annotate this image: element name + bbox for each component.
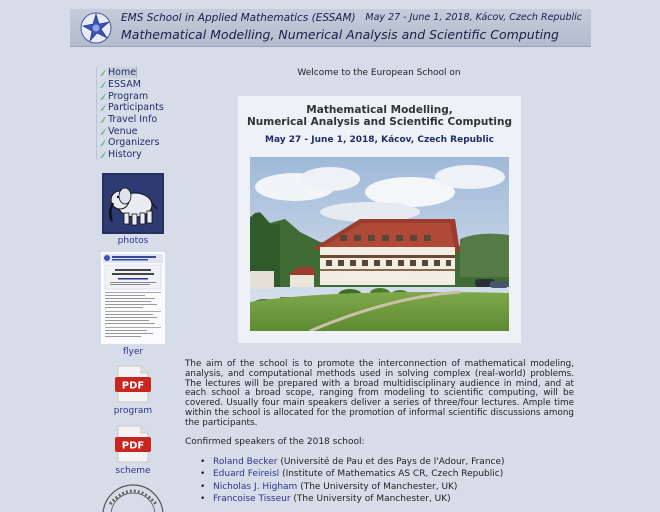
speaker-link[interactable]: Francoise Tisseur (213, 493, 291, 504)
card-title-line2: Numerical Analysis and Scientific Computing (246, 116, 512, 128)
flyer-thumbnail[interactable] (100, 251, 166, 345)
pdf-file-icon[interactable] (113, 424, 153, 464)
speakers-heading: Confirmed speakers of the 2018 school: (185, 437, 365, 447)
pdf-badge-text: PDF (121, 440, 145, 452)
sidebar-item-label: Travel Info (108, 114, 158, 126)
speaker-affiliation: (The University of Manchester, UK) (293, 493, 451, 504)
card-title (238, 104, 521, 128)
sidebar-item-essam[interactable] (96, 79, 164, 91)
arrow-bullet-icon (96, 79, 108, 90)
program-pdf-link[interactable] (98, 364, 168, 416)
school-description: The aim of the school is to promote the interconnection of mathematical modeling, analysis, and computational methods used in solving complex (real-world) problems. The lectures will be prepared with a broad multidisciplinary audience in mind, and at each school a broad scope, ranging from modeling to scientific computing, will be covered. Usually four main speakers deliver a series of three/four lectures. Ample time within the school is allocated for the promotion of informal scientific discussions among the participants. (185, 359, 574, 428)
arrow-bullet-icon (96, 102, 108, 113)
scheme-pdf-link[interactable] (98, 424, 168, 476)
welcome-text: Welcome to the European School on (297, 68, 461, 78)
program-caption[interactable]: program (113, 406, 153, 416)
title-card (238, 96, 521, 343)
arrow-bullet-icon (96, 149, 108, 160)
society-seal-icon (100, 482, 166, 512)
speaker-link[interactable]: Roland Becker (213, 457, 278, 467)
scheme-caption[interactable]: scheme (115, 466, 151, 476)
sidebar-nav (96, 67, 164, 161)
sidebar-item-travel-info[interactable] (96, 114, 164, 126)
list-item (200, 482, 505, 494)
speaker-affiliation: (Université de Pau et des Pays de l'Adour, France) (280, 457, 505, 467)
school-name: EMS School in Applied Mathematics (ESSAM) (121, 12, 356, 24)
photos-link[interactable] (98, 173, 168, 246)
sidebar-item-participants[interactable] (96, 102, 164, 114)
sidebar-item-label: Organizers (108, 137, 160, 149)
speaker-link[interactable]: Eduard Feireisl (213, 469, 280, 480)
arrow-bullet-icon (96, 126, 108, 137)
header-banner (70, 9, 591, 47)
sidebar-item-label: Venue (108, 125, 138, 137)
arrow-bullet-icon (96, 137, 108, 148)
sidebar-item-program[interactable] (96, 90, 164, 102)
sidebar-item-organizers[interactable] (96, 137, 164, 149)
school-title: Mathematical Modelling, Numerical Analysis and Scientific Computing (121, 27, 559, 42)
arrow-bullet-icon (96, 67, 108, 78)
sidebar-item-history[interactable] (96, 149, 164, 161)
pdf-file-icon[interactable] (113, 364, 153, 404)
sidebar-item-label: Participants (108, 102, 164, 114)
sidebar-item-home[interactable] (96, 67, 164, 79)
sidebar-item-label: Program (108, 90, 149, 102)
speaker-affiliation: (Institute of Mathematics AS CR, Czech Republic) (282, 469, 504, 480)
ems-star-logo-icon (80, 12, 112, 44)
sidebar-item-label: ESSAM (108, 79, 141, 91)
arrow-bullet-icon (96, 91, 108, 102)
flyer-caption[interactable]: flyer (122, 347, 144, 357)
hotel-building-image (250, 157, 509, 331)
school-dates: May 27 - June 1, 2018, Kácov, Czech Republic (365, 12, 582, 23)
list-item (200, 494, 505, 506)
speaker-link[interactable]: Nicholas J. Higham (213, 481, 298, 492)
speaker-list (200, 457, 505, 506)
arrow-bullet-icon (96, 114, 108, 125)
venue-photo (250, 157, 509, 331)
sidebar-item-venue[interactable] (96, 125, 164, 137)
list-item (200, 469, 505, 481)
sidebar-item-label: History (108, 149, 142, 161)
list-item (200, 457, 505, 469)
elephant-photo-thumbnail[interactable] (102, 173, 164, 234)
photos-caption[interactable]: photos (117, 236, 149, 246)
flyer-link[interactable] (98, 251, 168, 357)
speaker-affiliation: (The University of Manchester, UK) (300, 481, 458, 492)
sidebar-item-label: Home (108, 67, 137, 79)
card-title-line1: Mathematical Modelling, (306, 104, 453, 116)
card-dates: May 27 - June 1, 2018, Kácov, Czech Republic (265, 135, 494, 145)
pdf-badge-text: PDF (121, 380, 145, 392)
